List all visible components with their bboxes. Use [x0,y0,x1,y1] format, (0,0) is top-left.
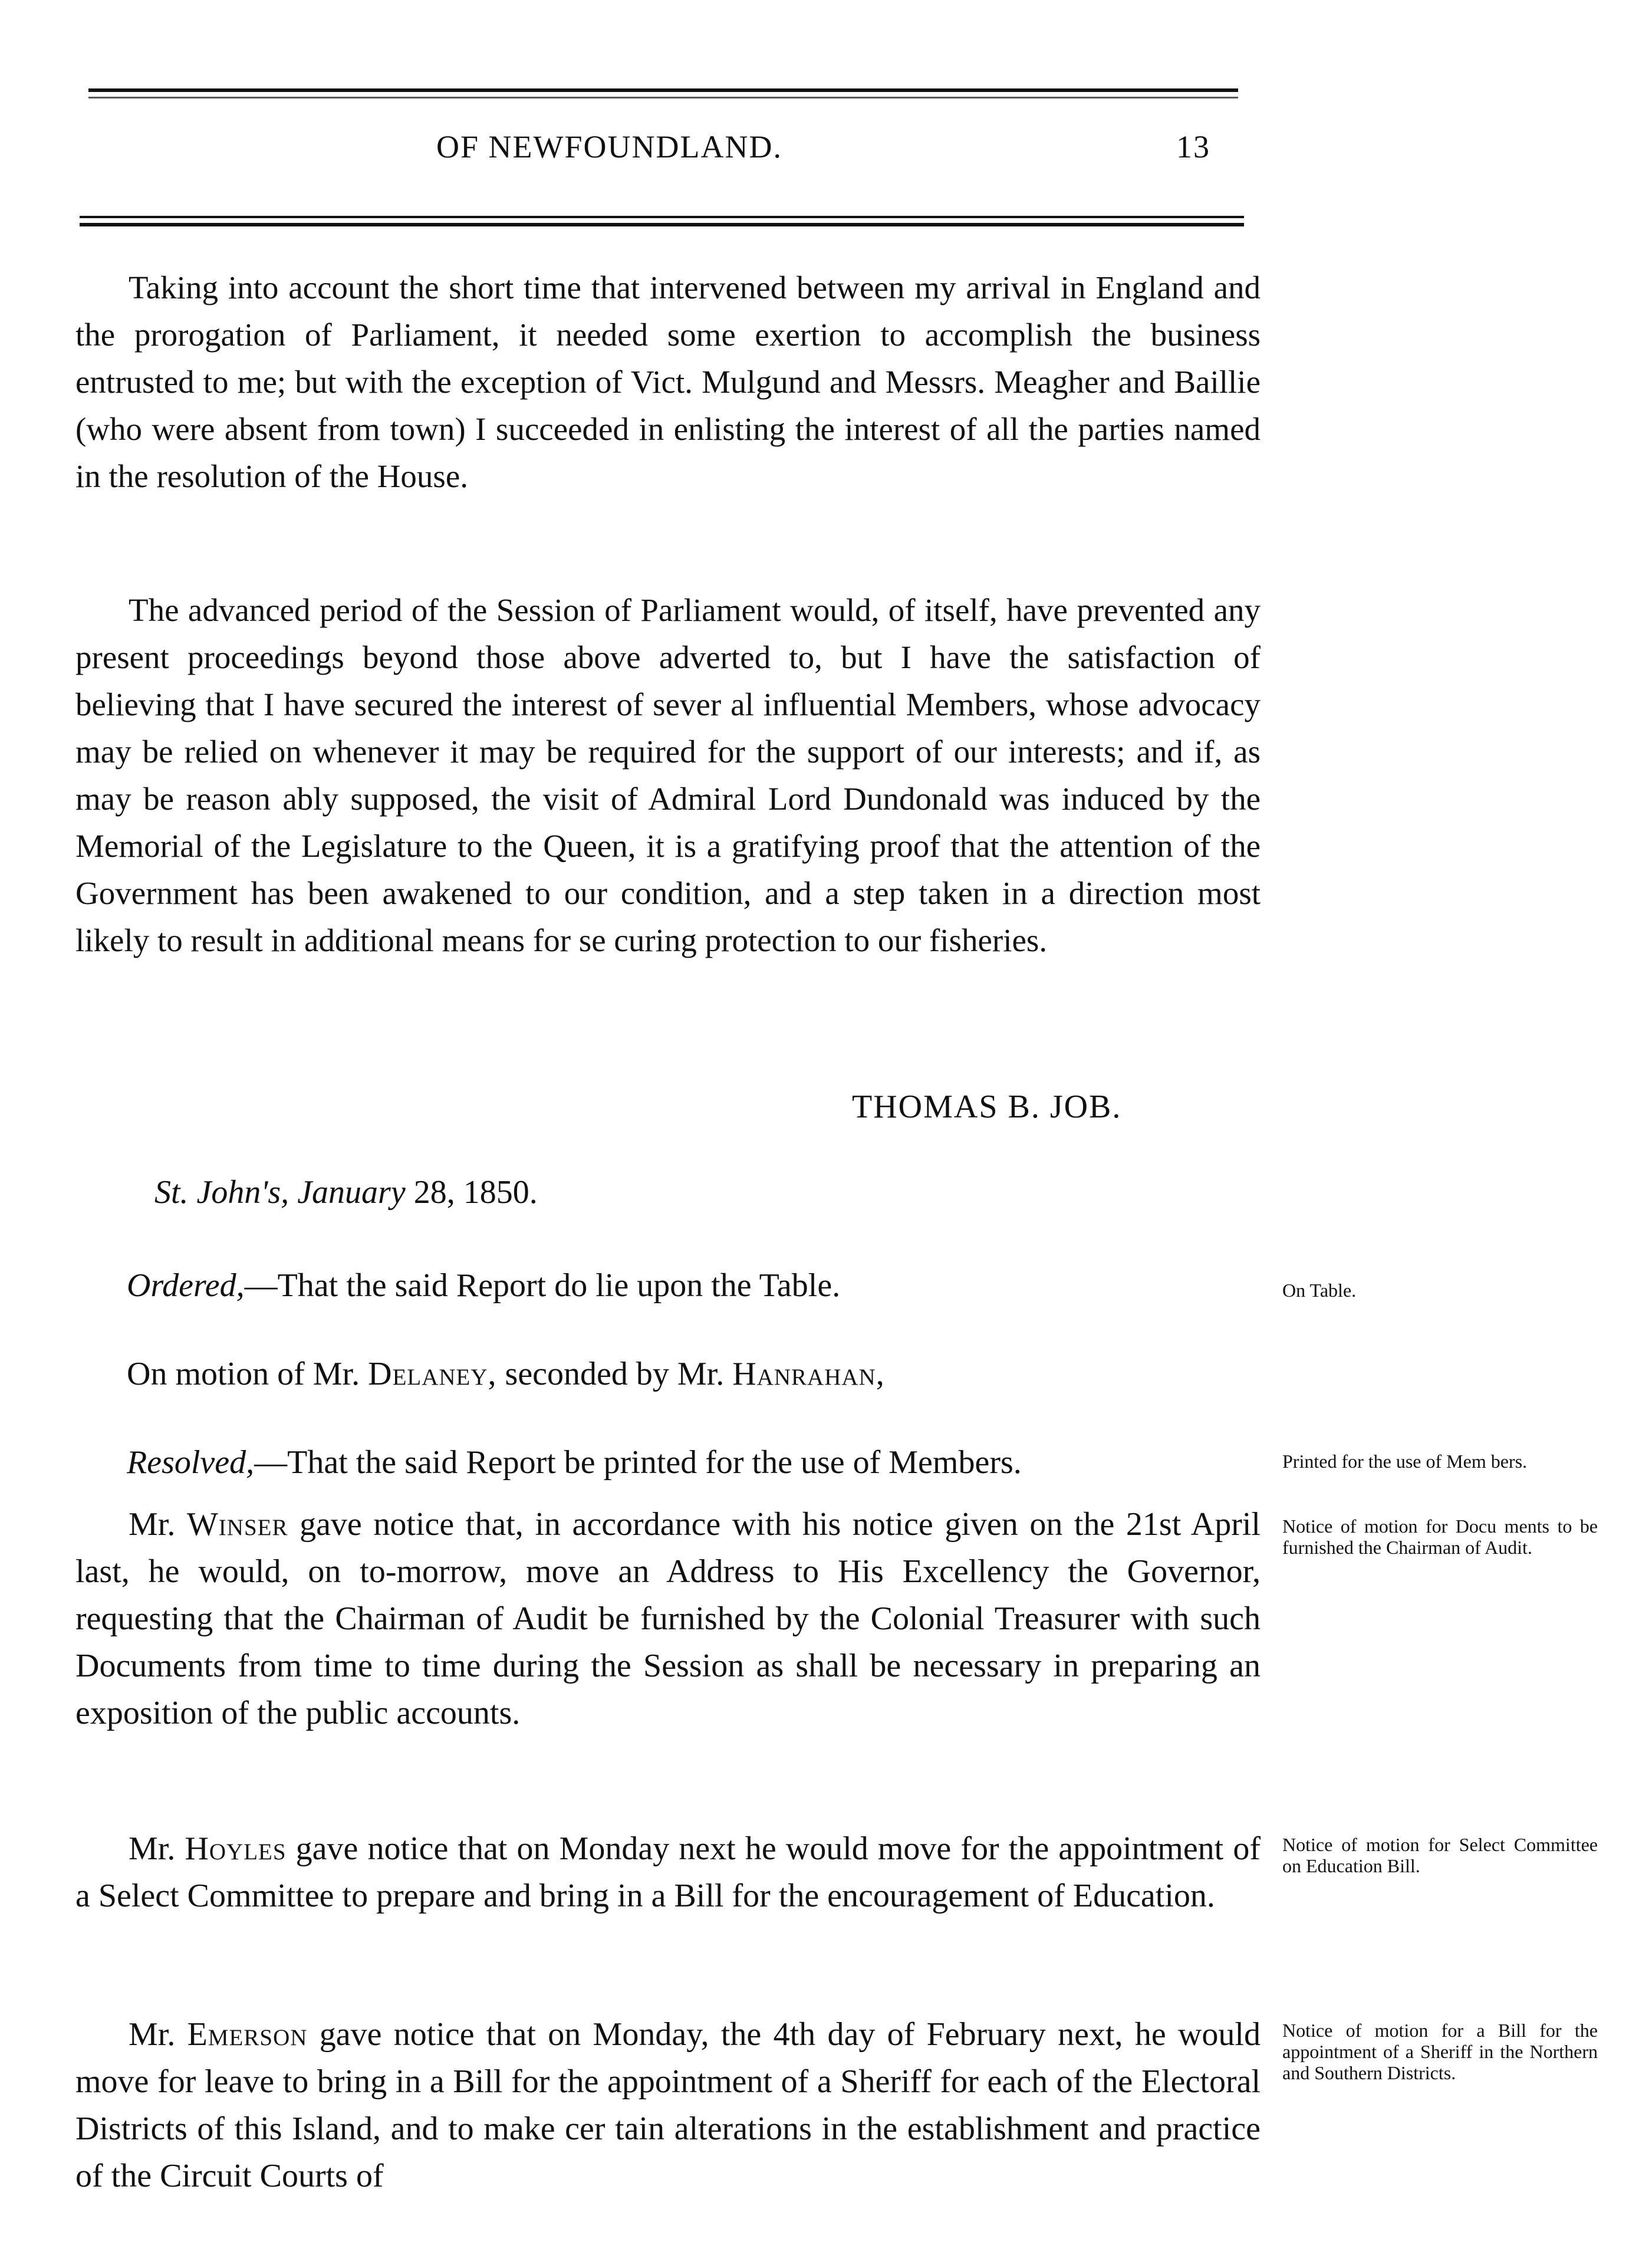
emerson-name: Emerson [187,2016,308,2053]
report-paragraph-2: The advanced period of the Session of Parliament would, of itself, have prevented any present proceedings beyond those above adverted to, but I have the satisfaction of believing that I have secured the interest of sever al influential Members, whose advocacy may be relied on whenever it may be required for the support of our interests; and if, as may be reason ably supposed, the visit of Admiral Lord Dundonald was induced by the Memorial of the Legislature to the Queen, it is a gratifying proof that the attention of the Government has been awakened to our condition, and a step taken in a direction most likely to result in additional means for se curing protection to our fisheries. [75,592,1261,958]
margin-note-printed: Printed for the use of Mem bers. [1282,1451,1528,1472]
header-double-rule-thick [80,223,1244,226]
dateline [154,1173,538,1211]
dateline-month: January [297,1174,406,1211]
running-header [0,129,1652,182]
header-double-rule [80,216,1244,218]
ordered-text: —That the said Report do lie upon the Table. [244,1267,841,1304]
winser-prefix: Mr. [129,1506,187,1543]
margin-note-winser: Notice of motion for Docu ments to be furnished the Chairman of Audit. [1282,1516,1598,1558]
winser-text: gave notice that, in accordance with his notice given on the 21st April last, he would, on to-morrow, move an Address to His Excellency the Governor, requesting that the Chairman of Audit be furnished by the Colonial Treasurer with such Documents from time to time during the Session as shall be necessary in preparing an exposition of the public accounts. [75,1506,1261,1731]
hoyles-prefix: Mr. [129,1830,185,1867]
top-rule-thin [88,97,1238,98]
mover-name: Delaney, [368,1356,497,1392]
margin-note-hoyles: Notice of motion for Select Committee on Education Bill. [1282,1834,1598,1876]
dateline-rest: 28, 1850. [413,1174,538,1211]
emerson-prefix: Mr. [129,2016,187,2053]
margin-note-emerson: Notice of motion for a Bill for the appointment of a Sheriff in the Northern and Southern Districts. [1282,2020,1598,2083]
report-paragraph-1: Taking into account the short time that intervened between my arrival in England and the prorogation of Parliament, it needed some exertion to accomplish the business entrusted to me; but with the exception of Vict. Mulgund and Messrs. Meagher and Baillie (who were absent from town) I succeeded in enlisting the interest of all the parties named in the resolution of the House. [75,269,1261,494]
emerson-text: gave notice that on Monday, the 4th day of February next, he would move for leave to bring in a Bill for the appointment of a Sheriff for each of the Electoral Districts of this Island, and to make cer tain alterations in the establishment and practice of the Circuit Courts of [75,2016,1261,2194]
running-title: OF NEWFOUNDLAND. [436,129,782,165]
hoyles-name: Hoyles [185,1830,287,1867]
winser-name: Winser [186,1506,288,1543]
top-rule [88,88,1238,92]
dateline-place: St. John's, [154,1174,289,1211]
motion-text-1: On motion of Mr. [127,1356,368,1392]
winser-notice [75,1501,1261,1737]
motion-text-2: seconded by Mr. [496,1356,733,1392]
motion-entry [127,1350,885,1398]
seconder-name: Hanrahan, [732,1356,885,1392]
resolved-entry [127,1439,1022,1486]
page-number: 13 [1176,129,1210,165]
emerson-notice [75,2011,1261,2200]
hoyles-text: gave notice that on Monday next he would move for the appointment of a Select Committee to prepare and bring in a Bill for the encouragement of Education. [75,1830,1261,1914]
margin-note-on-table: On Table. [1282,1280,1357,1301]
resolved-label: Resolved, [127,1444,255,1481]
resolved-text: —That the said Report be printed for the use of Members. [254,1444,1022,1481]
ordered-label: Ordered, [127,1267,245,1304]
hoyles-notice [75,1825,1261,1919]
signature: THOMAS B. JOB. [852,1089,1122,1125]
ordered-entry [127,1262,840,1309]
